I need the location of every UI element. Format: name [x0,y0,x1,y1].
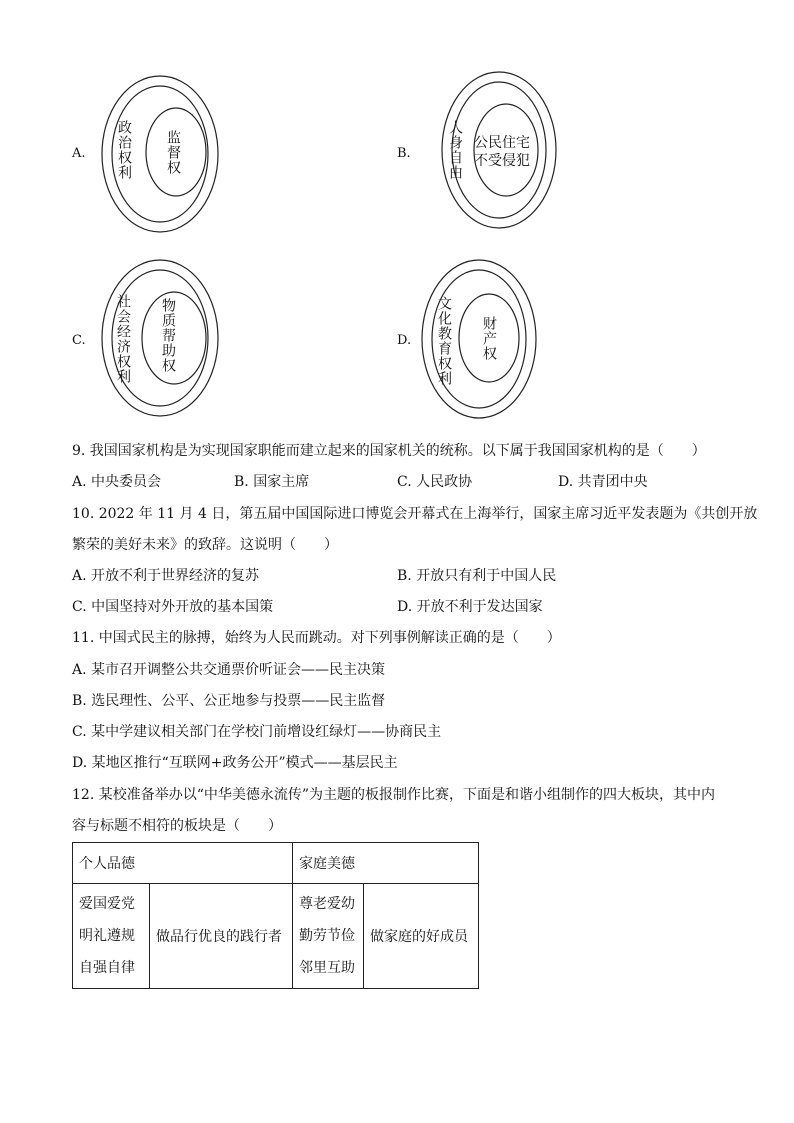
question-11-stem: 11. 中国式民主的脉搏，始终为人民而跳动。对下列事例解读正确的是（ ） [72,630,561,646]
outer-label: 社会经济权利 [115,294,131,384]
list-item: 爱国爱党 [79,896,135,912]
q11-choice-a: A. 某市召开调整公共交通票价听证会——民主决策 [72,662,386,678]
q9-choice-d: D. 共青团中央 [558,474,648,490]
inner-label-line1: 公民住宅 [474,135,530,151]
inner-label: 物质帮助权 [160,298,176,373]
option-letter: D. [397,333,412,348]
question-12-stem-line2: 容与标题不相符的板块是（ ） [72,818,282,834]
q9-choice-c: C. 人民政协 [397,474,473,490]
inner-label: 财产权 [481,316,497,361]
q11-choice-b: B. 选民理性、公平、公正地参与投票——民主监督 [72,693,386,709]
q10-choice-d: D. 开放不利于发达国家 [397,599,543,615]
inner-label-line2: 不受侵犯 [474,153,530,169]
list-item: 自强自律 [79,960,135,976]
question-10-stem-line1: 10. 2022 年 11 月 4 日，第五届中国国际进口博览会开幕式在上海举行，国家主席习近平发表题为《共创开放 [72,506,758,522]
q9-choice-a: A. 中央委员会 [72,474,162,490]
q11-choice-c: C. 某中学建议相关部门在学校门前增设红绿灯——协商民主 [72,724,442,740]
q10-choice-c: C. 中国坚持对外开放的基本国策 [72,599,274,615]
list-item: 尊老爱幼 [299,896,355,912]
family-virtue-items [293,884,364,989]
option-letter: B. [397,146,411,161]
personal-virtue-items [73,884,150,989]
option-letter: C. [72,333,86,348]
q9-choice-b: B. 国家主席 [234,474,310,490]
option-letter: A. [72,146,86,161]
list-item: 勤劳节俭 [299,928,355,944]
question-12-stem-line1: 12. 某校准备举办以“中华美德永流传”为主题的板报制作比赛，下面是和谐小组制作的四大板块，其中内 [72,787,716,803]
family-virtue-motto: 做家庭的好成员 [364,884,479,989]
question-10-stem-line2: 繁荣的美好未来》的致辞。这说明（ ） [72,537,338,553]
list-item: 明礼遵规 [79,928,135,944]
q11-choice-d: D. 某地区推行“互联网+政务公开”模式——基层民主 [72,755,398,771]
outer-label: 人身自由 [447,120,463,180]
q10-choice-b: B. 开放只有利于中国人民 [397,568,557,584]
outer-label: 文化教育权利 [436,296,452,386]
list-item: 邻里互助 [299,960,355,976]
q10-choice-a: A. 开放不利于世界经济的复苏 [72,568,260,584]
outer-label: 政治权利 [116,120,132,180]
board-table [72,842,479,989]
header-personal-virtue: 个人品德 [73,843,293,884]
header-family-virtue: 家庭美德 [293,843,479,884]
question-9-stem: 9. 我国国家机构是为实现国家职能而建立起来的国家机关的统称。以下属于我国国家机构的是（ ） [72,443,706,459]
personal-virtue-motto: 做品行优良的践行者 [150,884,293,989]
inner-label: 监督权 [165,130,181,175]
